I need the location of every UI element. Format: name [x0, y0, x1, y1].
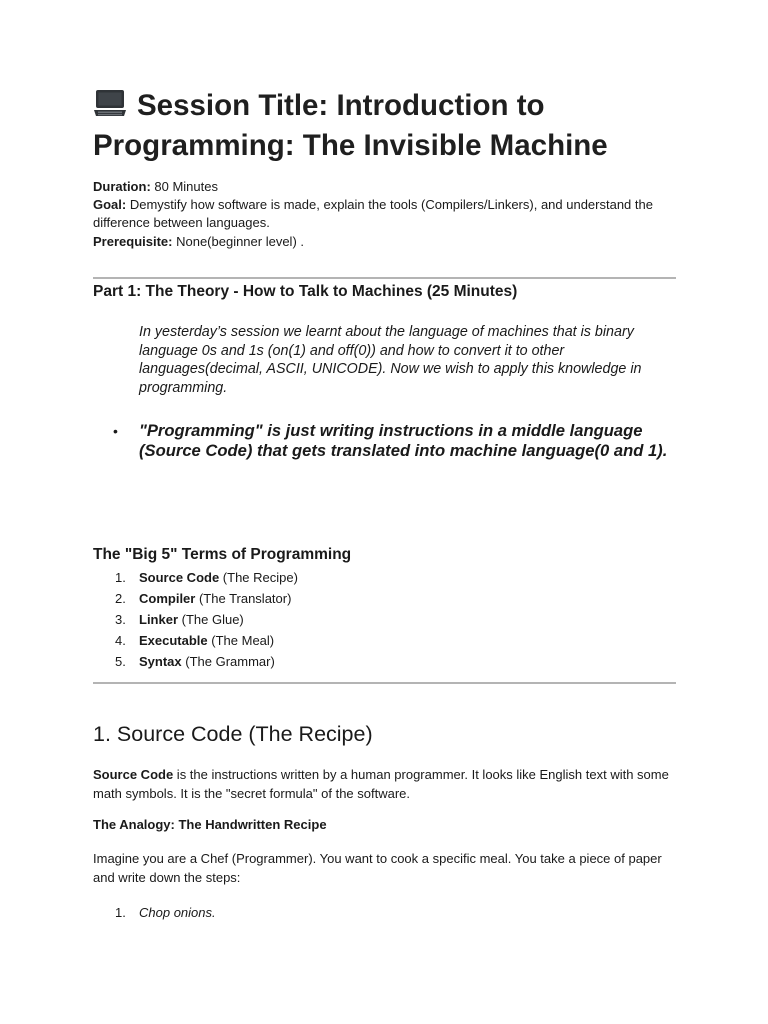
list-number: 5. [115, 654, 126, 669]
list-item [93, 588, 298, 609]
analogy-heading [93, 816, 676, 835]
term-desc: (The Grammar) [181, 654, 275, 669]
term-desc: (The Meal) [207, 633, 275, 648]
term-name: Source Code [139, 570, 220, 585]
term-name: Compiler [139, 591, 196, 606]
part1-heading: Part 1: The Theory - How to Talk to Machines (25 Minutes) [93, 283, 518, 300]
recipe-steps-list [93, 904, 216, 922]
term-name: Syntax [139, 654, 182, 669]
list-item [93, 609, 298, 630]
source-code-definition [93, 766, 676, 803]
list-item [113, 421, 673, 461]
list-item [93, 567, 298, 588]
term-desc: (The Translator) [195, 591, 292, 606]
prerequisite-value: None(beginner level) . [172, 233, 305, 249]
goal-label: Goal: [93, 197, 127, 213]
prerequisite-label: Prerequisite: [93, 233, 173, 249]
page-title [93, 88, 676, 164]
list-item [93, 651, 298, 672]
big5-list [93, 567, 298, 672]
term-name: Linker [139, 612, 179, 627]
big5-heading: The "Big 5" Terms of Programming [93, 546, 352, 563]
divider [93, 682, 676, 684]
laptop-icon [93, 89, 127, 128]
step-text: Chop onions. [139, 905, 216, 920]
list-number: 4. [115, 633, 126, 648]
divider [93, 277, 676, 279]
term-desc: (The Glue) [178, 612, 244, 627]
goal-value: Demystify how software is made, explain the tools (Compilers/Linkers), and understand the difference between languages. [93, 197, 653, 231]
term-name: Executable [139, 633, 208, 648]
term-desc: (The Recipe) [219, 570, 298, 585]
analogy-text: Imagine you are a Chef (Programmer). You want to cook a specific meal. You take a piece of paper and write down the steps: [93, 851, 662, 885]
part1-bullet-list [113, 421, 673, 461]
goal-line [93, 196, 676, 232]
analogy-heading-text: The Analogy: The Handwritten Recipe [93, 817, 327, 832]
duration-label: Duration: [93, 179, 151, 194]
section1-heading: 1. Source Code (The Recipe) [93, 722, 373, 746]
bullet-marker: • [113, 423, 118, 439]
prerequisite-line [93, 233, 676, 251]
list-number: 1. [115, 570, 126, 585]
part1-intro: In yesterday’s session we learnt about the language of machines that is binary language 0s and 1s (on(1) and off(0)) and how to convert it to other languages(decimal, ASCII, UNICODE). Now we wish to apply this knowledge in programming. [139, 324, 642, 397]
list-number: 3. [115, 612, 126, 627]
page-title-text: Session Title: Introduction to Programming: The Invisible Machine [93, 89, 608, 162]
definition-term: Source Code [93, 767, 174, 782]
definition-text: is the instructions written by a human programmer. It looks like English text with some math symbols. It is the "secret formula" of the software. [93, 767, 669, 801]
session-meta [93, 178, 676, 251]
list-number: 1. [115, 905, 126, 920]
bullet-text: "Programming" is just writing instructions in a middle language (Source Code) that gets translated into machine language(0 and 1). [139, 421, 668, 460]
list-item [93, 904, 216, 922]
list-item [93, 630, 298, 651]
duration-value: 80 Minutes [150, 179, 218, 194]
list-number: 2. [115, 591, 126, 606]
duration-line [93, 178, 676, 196]
